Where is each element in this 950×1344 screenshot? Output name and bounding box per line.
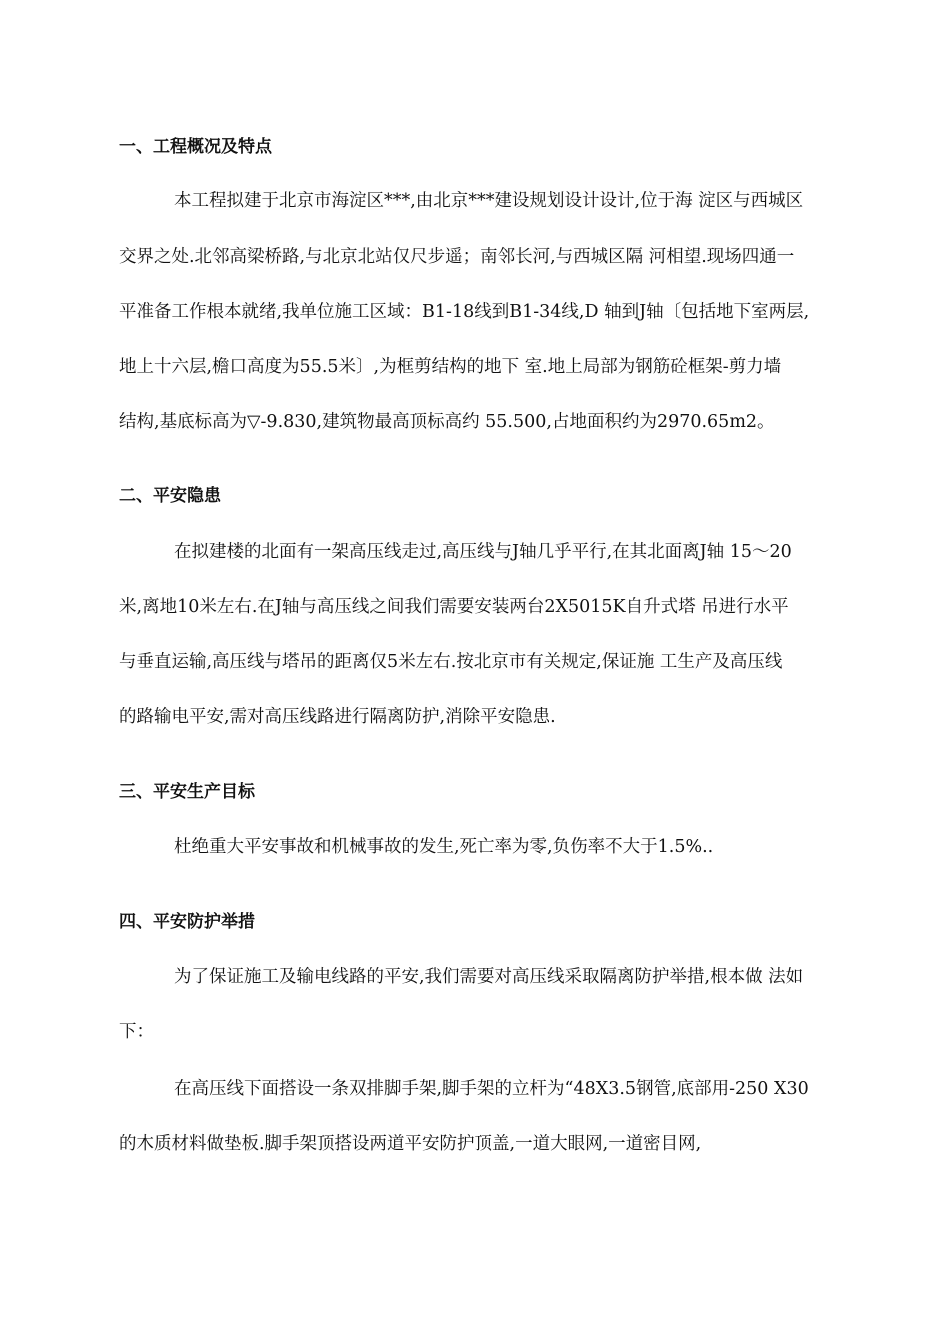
section-heading-hazards: 二、平安隐患 bbox=[119, 486, 221, 506]
section-heading-overview: 一、工程概况及特点 bbox=[119, 137, 272, 157]
section-heading-protection-measures: 四、平安防护举措 bbox=[119, 912, 255, 932]
paragraph-line: 在高压线下面搭设一条双排脚手架,脚手架的立杆为“48X3.5钢管,底部用-250 X30 bbox=[174, 1079, 809, 1099]
paragraph-line: 与垂直运输,高压线与塔吊的距离仅5米左右.按北京市有关规定,保证施 工生产及高压线 bbox=[119, 652, 783, 672]
paragraph-line: 的路输电平安,需对高压线路进行隔离防护,消除平安隐患. bbox=[119, 707, 556, 727]
paragraph-line: 交界之处.北邻高梁桥路,与北京北站仅尺步遥；南邻长河,与西城区隔 河相望.现场四通一 bbox=[119, 247, 795, 267]
paragraph-line: 为了保证施工及输电线路的平安,我们需要对高压线采取隔离防护举措,根本做 法如 bbox=[174, 967, 804, 987]
paragraph-line: 的木质材料做垫板.脚手架顶搭设两道平安防护顶盖,一道大眼网,一道密目网, bbox=[119, 1134, 702, 1154]
paragraph-line: 地上十六层,檐口高度为55.5米〕,为框剪结构的地下 室.地上局部为钢筋砼框架-剪力墙 bbox=[119, 357, 782, 377]
paragraph-line: 米,离地10米左右.在J轴与高压线之间我们需要安装两台2X5015K自升式塔 吊进行水平 bbox=[119, 597, 789, 617]
paragraph-line: 杜绝重大平安事故和机械事故的发生,死亡率为零,负伤率不大于1.5%.. bbox=[174, 837, 714, 857]
paragraph-line: 在拟建楼的北面有一架高压线走过,高压线与J轴几乎平行,在其北面离J轴 15〜20 bbox=[174, 542, 792, 562]
paragraph-line: 平准备工作根本就绪,我单位施工区域：B1-18线到B1-34线,D 轴到J轴〔包括地下室两层, bbox=[119, 302, 810, 322]
paragraph-line: 本工程拟建于北京市海淀区***,由北京***建设规划设计设计,位于海 淀区与西城区 bbox=[174, 191, 804, 211]
paragraph-line: 下： bbox=[119, 1022, 154, 1042]
section-heading-safety-goals: 三、平安生产目标 bbox=[119, 782, 255, 802]
paragraph-line: 结构,基底标高为▽-9.830,建筑物最高顶标高约 55.500,占地面积约为2970.65m2。 bbox=[119, 412, 775, 432]
